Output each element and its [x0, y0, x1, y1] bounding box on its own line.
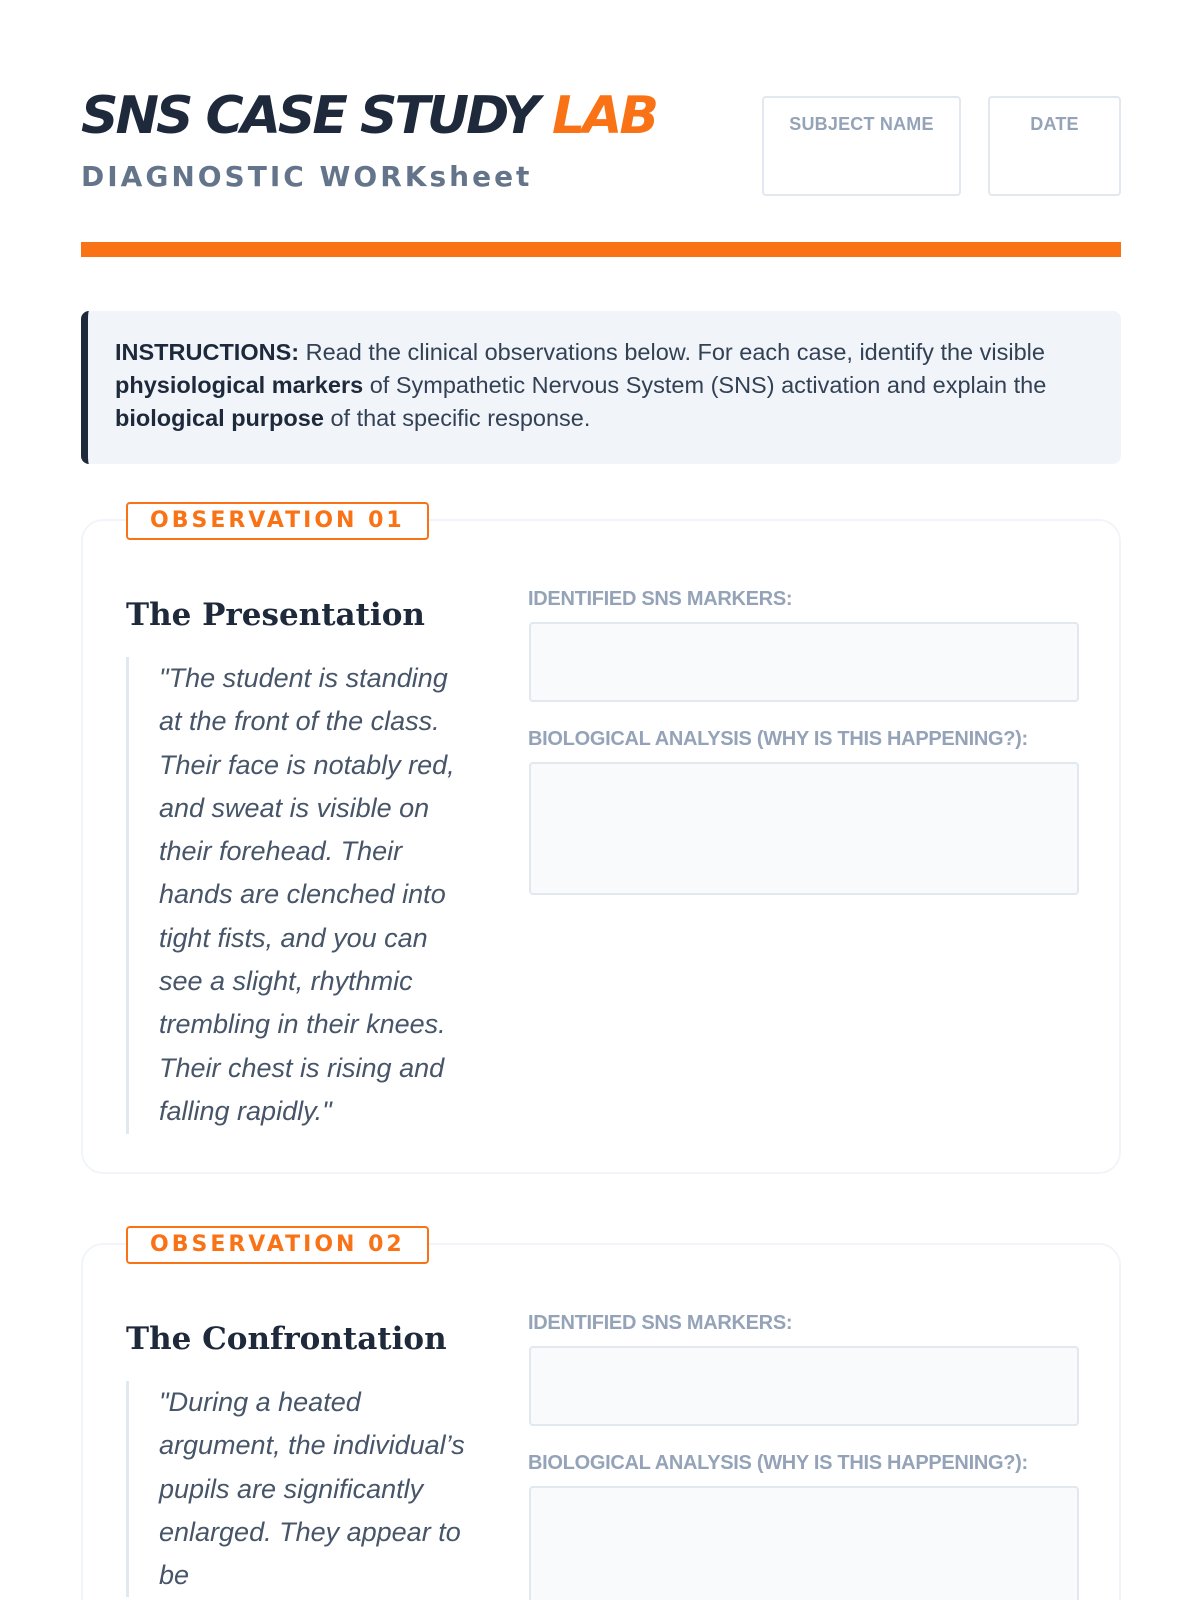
header-divider	[81, 242, 1121, 257]
subject-name-label: SUBJECT NAME	[789, 114, 934, 134]
markers-label: IDENTIFIED SNS MARKERS:	[528, 588, 793, 610]
instructions-text-1: Read the clinical observations below. For each case, identify the visible	[299, 339, 1045, 365]
date-label: DATE	[1030, 114, 1079, 134]
analysis-label: BIOLOGICAL ANALYSIS (WHY IS THIS HAPPENING?):	[528, 728, 1028, 750]
page-subtitle: DIAGNOSTIC WORKsheet	[81, 160, 533, 193]
observation-badge: OBSERVATION 01	[126, 502, 429, 540]
case-title: The Confrontation	[126, 1321, 447, 1357]
date-field[interactable]	[988, 96, 1121, 196]
page-title	[81, 88, 656, 144]
instructions-panel	[81, 311, 1121, 464]
subject-name-field[interactable]	[762, 96, 961, 196]
observation-badge: OBSERVATION 02	[126, 1226, 429, 1264]
instructions-text-2: of Sympathetic Nervous System (SNS) activation and explain the	[363, 372, 1047, 398]
observation-card	[81, 508, 1121, 1174]
markers-answer-box[interactable]	[529, 622, 1079, 702]
instructions-label: INSTRUCTIONS:	[115, 339, 300, 365]
analysis-label: BIOLOGICAL ANALYSIS (WHY IS THIS HAPPENING?):	[528, 1452, 1028, 1474]
title-main: SNS CASE STUDY	[81, 86, 537, 146]
title-accent: LAB	[552, 86, 657, 146]
analysis-answer-box[interactable]	[529, 762, 1079, 895]
markers-answer-box[interactable]	[529, 1346, 1079, 1426]
instructions-bold-1: physiological markers	[115, 372, 364, 398]
observation-card	[81, 1232, 1121, 1600]
markers-label: IDENTIFIED SNS MARKERS:	[528, 1312, 793, 1334]
analysis-answer-box[interactable]	[529, 1486, 1079, 1600]
case-quote: "During a heated argument, the individual’s pupils are significantly enlarged. They appear to be	[126, 1381, 466, 1597]
instructions-text-3: of that specific response.	[323, 405, 591, 431]
case-quote: "The student is standing at the front of the class. Their face is notably red, and sweat is visible on their forehead. Their hands are clenched into tight fists, and you can see a slight, rhythmic trembling in their knees. Their chest is rising and falling rapidly."	[126, 657, 466, 1134]
case-title: The Presentation	[126, 597, 425, 633]
instructions-bold-2: biological purpose	[115, 405, 324, 431]
